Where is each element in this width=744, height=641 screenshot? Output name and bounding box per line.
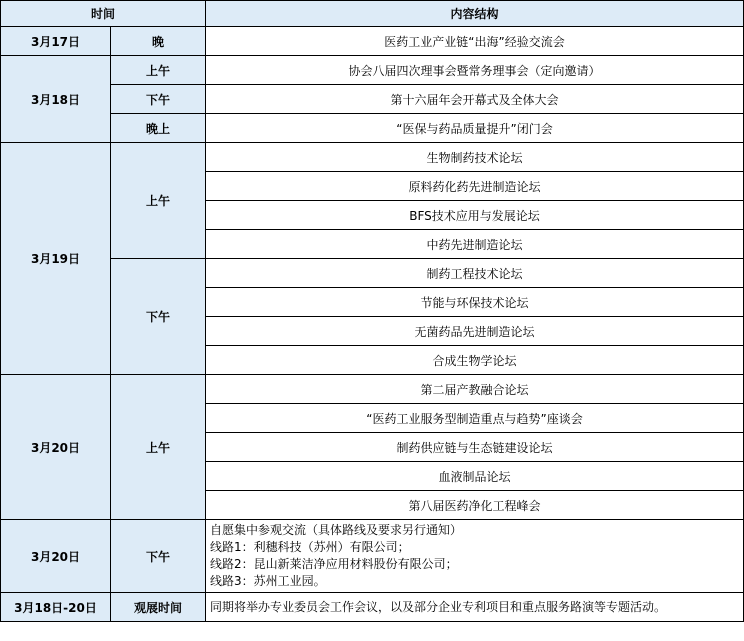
table-row [1, 259, 744, 288]
event-cell: 无菌药品先进制造论坛 [206, 317, 744, 346]
event-cell: 制药工程技术论坛 [206, 259, 744, 288]
table-row [1, 114, 744, 143]
date-cell: 3月20日 [1, 520, 111, 593]
event-cell: 医药工业产业链“出海”经验交流会 [206, 27, 744, 56]
header-row [1, 1, 744, 27]
period-cell: 晚上 [111, 114, 206, 143]
visit-routes-cell [206, 520, 744, 593]
route-3: 线路3：苏州工业园。 [210, 574, 326, 588]
event-cell: 制药供应链与生态链建设论坛 [206, 433, 744, 462]
visit-intro: 自愿集中参观交流（具体路线及要求另行通知） [210, 523, 463, 537]
table-row [1, 27, 744, 56]
date-cell: 3月18日-20日 [1, 593, 111, 622]
table-row [1, 85, 744, 114]
date-cell: 3月19日 [1, 143, 111, 375]
event-cell: 原料药化药先进制造论坛 [206, 172, 744, 201]
date-cell: 3月17日 [1, 27, 111, 56]
route-2: 线路2：昆山新莱洁净应用材料股份有限公司； [210, 557, 458, 571]
table-row [1, 143, 744, 172]
event-cell: 生物制药技术论坛 [206, 143, 744, 172]
event-cell: 第十六届年会开幕式及全体大会 [206, 85, 744, 114]
table-row [1, 56, 744, 85]
route-1: 线路1：利穗科技（苏州）有限公司； [210, 540, 410, 554]
event-cell: 血液制品论坛 [206, 462, 744, 491]
expo-note-cell: 同期将举办专业委员会工作会议，以及部分企业专利项目和重点服务路演等专题活动。 [206, 593, 744, 622]
header-content: 内容结构 [206, 1, 744, 27]
event-cell: 协会八届四次理事会暨常务理事会（定向邀请） [206, 56, 744, 85]
period-cell: 下午 [111, 85, 206, 114]
event-cell: 第二届产教融合论坛 [206, 375, 744, 404]
event-cell: 中药先进制造论坛 [206, 230, 744, 259]
event-cell: 合成生物学论坛 [206, 346, 744, 375]
table-row [1, 520, 744, 593]
header-time: 时间 [1, 1, 206, 27]
period-cell: 上午 [111, 143, 206, 259]
event-cell: “医保与药品质量提升”闭门会 [206, 114, 744, 143]
period-cell: 上午 [111, 375, 206, 520]
event-cell: BFS技术应用与发展论坛 [206, 201, 744, 230]
period-cell: 下午 [111, 520, 206, 593]
date-cell: 3月20日 [1, 375, 111, 520]
event-cell: 节能与环保技术论坛 [206, 288, 744, 317]
period-cell: 晚 [111, 27, 206, 56]
table-row [1, 593, 744, 622]
period-cell: 上午 [111, 56, 206, 85]
event-cell: “医药工业服务型制造重点与趋势”座谈会 [206, 404, 744, 433]
date-cell: 3月18日 [1, 56, 111, 143]
period-cell: 观展时间 [111, 593, 206, 622]
event-cell: 第八届医药净化工程峰会 [206, 491, 744, 520]
period-cell: 下午 [111, 259, 206, 375]
table-row [1, 375, 744, 404]
